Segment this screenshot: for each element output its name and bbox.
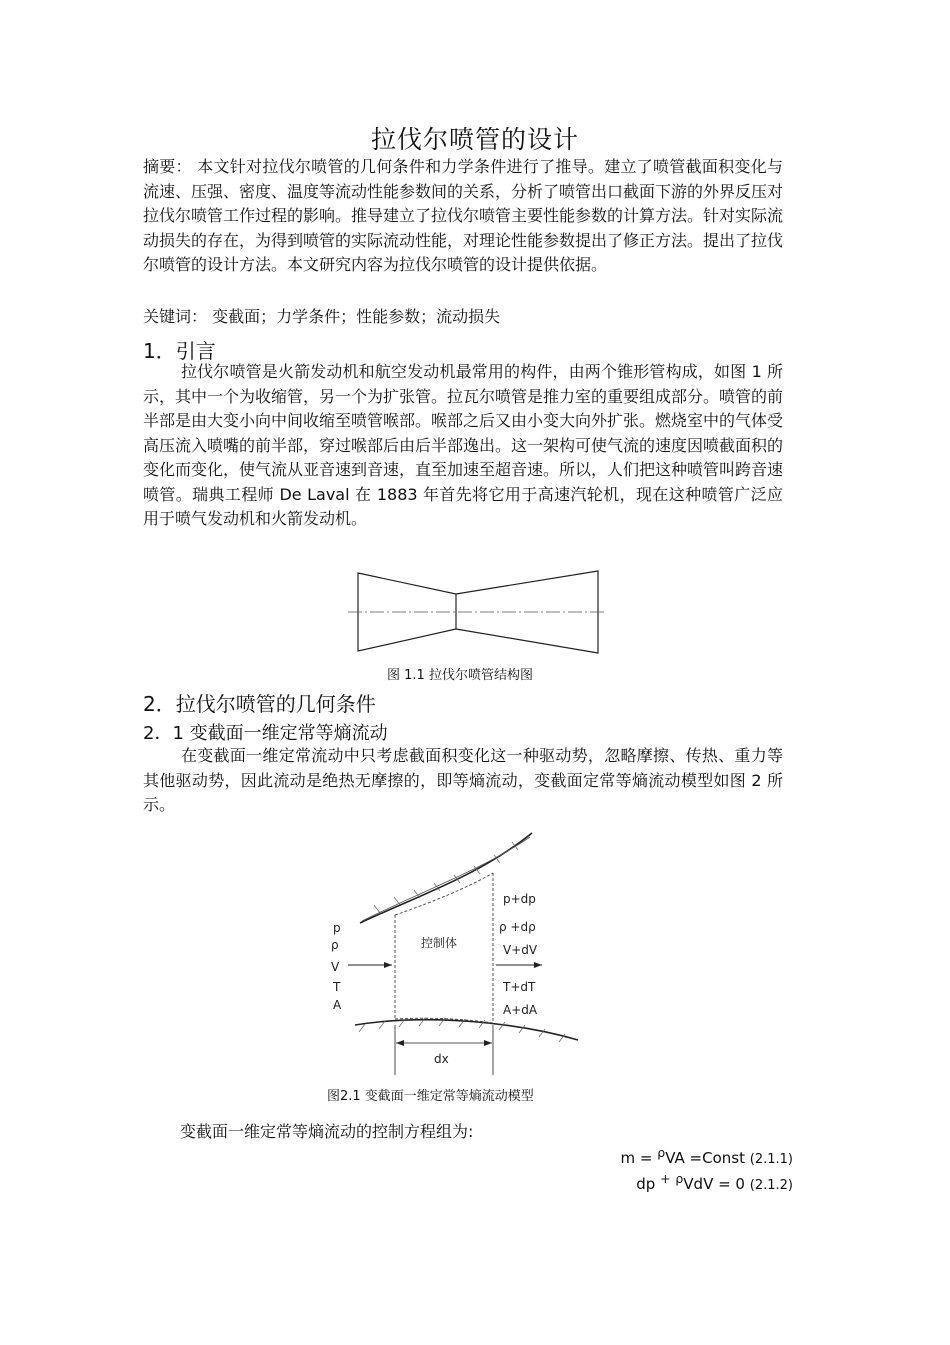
left-label-p: p [333, 921, 341, 935]
section-1-heading: 1．引言 [143, 339, 216, 363]
equation-lhs: m = [620, 1149, 653, 1167]
right-label-rho: ρ +dρ [499, 920, 536, 934]
equation-number: (2.1.1) [749, 1152, 793, 1167]
right-label-p: p+dp [503, 892, 536, 906]
equation-2-1-2 [636, 1171, 793, 1193]
left-label-v: V [331, 960, 340, 974]
left-label-a: A [333, 998, 342, 1012]
equation-rest: VA =Const [665, 1149, 745, 1167]
nozzle-structure-figure [340, 565, 610, 657]
equation-rest: VdV = 0 [683, 1175, 745, 1193]
right-label-t: T+dT [503, 980, 536, 994]
left-label-rho: ρ [331, 938, 339, 952]
section-1-body: 拉伐尔喷管是火箭发动机和航空发动机最常用的构件，由两个锥形管构成，如图 1 所示，其中一个为收缩管，另一个为扩张管。拉瓦尔喷管是推力室的重要组成部分。喷管的前半部是由大变小向中间收缩至喷管喉部。喉部之后又由小变大向外扩张。燃烧室中的气体受高压流入喷嘴的前半部，穿过喉部后由后半部逸出。这一架构可使气流的速度因喷截面积的变化而变化，使气流从亚音速到音速，直至加速至超音速。所以，人们把这种喷管叫跨音速喷管。瑞典工程师 De Laval 在 1883 年首先将它用于高速汽轮机，现在这种喷管广泛应用于喷气发动机和火箭发动机。 [143, 362, 784, 528]
equation-lhs: dp [636, 1175, 656, 1193]
equation-number: (2.1.2) [749, 1178, 793, 1193]
left-label-t: T [333, 980, 341, 994]
section-2-1-heading: 2．1 变截面一维定常等熵流动 [143, 723, 388, 744]
equations-intro: 变截面一维定常等熵流动的控制方程组为: [180, 1122, 474, 1141]
keywords-line: 关键词： 变截面；力学条件；性能参数；流动损失 [143, 307, 501, 326]
equation-plus: + [660, 1171, 671, 1186]
figure-1-caption: 图 1.1 拉伐尔喷管结构图 [387, 668, 533, 683]
abstract-paragraph: 摘要： 本文针对拉伐尔喷管的几何条件和力学条件进行了推导。建立了喷管截面积变化与流速、压强、密度、温度等流动性能参数间的关系，分析了喷管出口截面下游的外界反压对拉伐尔喷管工作过程的影响。推导建立了拉伐尔喷管主要性能参数的计算方法。针对实际流动损失的存在，为得到喷管的实际流动性能，对理论性能参数提出了修正方法。提出了拉伐尔喷管的设计方法。本文研究内容为拉伐尔喷管的设计提供依据。 [143, 157, 784, 274]
figure-2-caption: 图2.1 变截面一维定常等熵流动模型 [327, 1089, 534, 1104]
dx-label: dx [434, 1052, 449, 1066]
right-label-v: V+dV [503, 943, 538, 957]
section-2-1-body: 在变截面一维定常流动中只考虑截面积变化这一种驱动势，忽略摩擦、传热、重力等其他驱动势，因此流动是绝热无摩擦的，即等熵流动，变截面定常等熵流动模型如图 2 所示。 [143, 746, 783, 814]
section-2-heading: 2．拉伐尔喷管的几何条件 [143, 692, 376, 716]
control-volume-label: 控制体 [421, 936, 458, 950]
control-volume-figure [320, 825, 590, 1080]
equation-rho: ρ [675, 1171, 684, 1186]
equation-rho: ρ [657, 1145, 666, 1160]
right-label-a: A+dA [503, 1003, 538, 1017]
page-title: 拉伐尔喷管的设计 [370, 125, 579, 154]
equation-2-1-1 [621, 1145, 793, 1167]
